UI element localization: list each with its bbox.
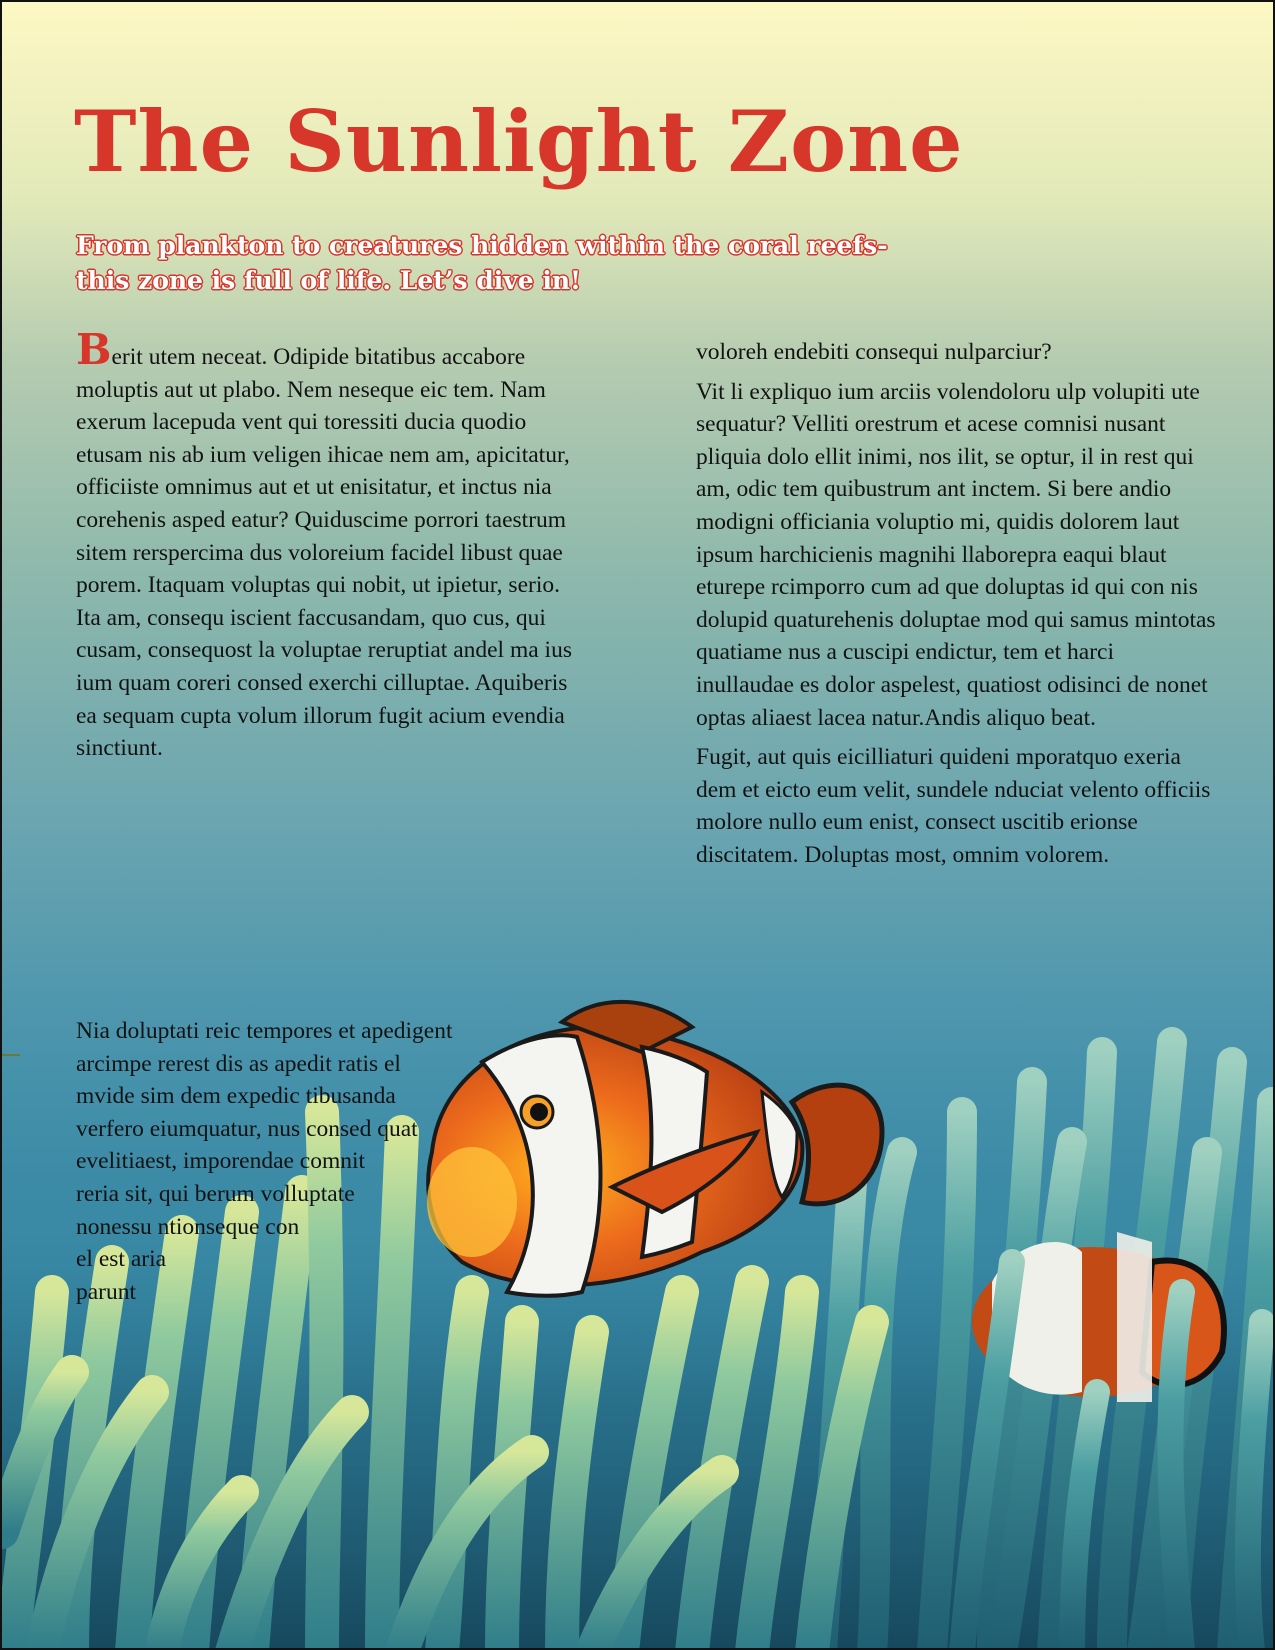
paragraph-2-line: parunt	[76, 1278, 137, 1305]
paragraph-2-line: reria sit, qui berum volluptate	[76, 1180, 355, 1207]
paragraph-2-line: Nia doluptati reic tempores et apedigent	[76, 1018, 453, 1044]
drop-cap: B	[76, 325, 112, 374]
paragraph-2-line: el est aria	[76, 1246, 167, 1273]
paragraph-2	[76, 1015, 536, 1308]
page-title: The Sunlight Zone	[74, 92, 964, 191]
paragraph-2-line: nonessu ntionseque con	[76, 1213, 300, 1240]
paragraph-2-line: arcimpe rerest dis as apedit ratis el	[76, 1050, 401, 1077]
article-column-right	[696, 336, 1216, 879]
paragraph-5: Fugit, aut quis eicilliaturi quideni mporatquo exeria dem et eicto eum velit, sundele nduciat velento officiis molore nullo eum enist, consect uscitib erionse discitatem. Doluptas most, omnim volorem.	[696, 744, 1211, 868]
paragraph-3: voloreh endebiti consequi nulparciur?	[696, 339, 1052, 365]
paragraph-1	[76, 325, 576, 765]
article-column-left	[76, 325, 576, 772]
paragraph-2-line: mvide sim dem expedic tibusanda	[76, 1083, 396, 1110]
paragraph-4: Vit li expliquo ium arciis volendoloru ulp volupiti ute sequatur? Velliti orestrum et acese comnisi nusant pliquia dolo ellit inimi, nos ilit, se optur, il in rest qui am, odic tem quibustrum ant inctem. Si bere andio modigni officiania voluptio mi, quidis dolorem laut ipsum harchicienis magnihi llaborepra eaqui blaut eturepe rcimporro cum ad que doluptas id qui con nis dolupid quaturehenis doluptae mod qui samus mintotas quatiame nus a cuscipi endictur, tem et harci inullaudae es dolor aspelest, quatiost odisinci de nonet optas aliaest lacea natur.Andis aliquo beat.	[696, 378, 1216, 731]
paragraph-2-line: evelitiaest, imporendae comnit	[76, 1148, 366, 1175]
paragraph-2-line: verfero eiumquatur, nus consed quat	[76, 1115, 418, 1142]
page-subtitle: From plankton to creatures hidden within the coral reefs- this zone is full of life. Let’s dive in!	[76, 231, 888, 295]
paragraph-1-text: erit utem neceat. Odipide bitatibus accabore moluptis aut ut plabo. Nem neseque eic tem. Nam exerum lacepuda vent qui toressiti ducia quodio etusam nis ab ium veligen ihicae nem am, apicitatur, officiiste omnimus aut et ut enisitatur, et inctus nia corehenis asped eatur? Quiduscime porrori taestrum sitem rerspercima dus voloreium facidel libust quae porem. Itaquam voluptas qui nobit, ut ipietur, serio. Ita am, consequ iscient faccusandam, quo cus, qui cusam, consequost la voluptae reruptiat andel ma ius ium quam coreri consed exerchi cilluptae. Aquiberis ea sequam cupta volum illorum fugit acium evendia sinctiunt.	[76, 344, 572, 762]
